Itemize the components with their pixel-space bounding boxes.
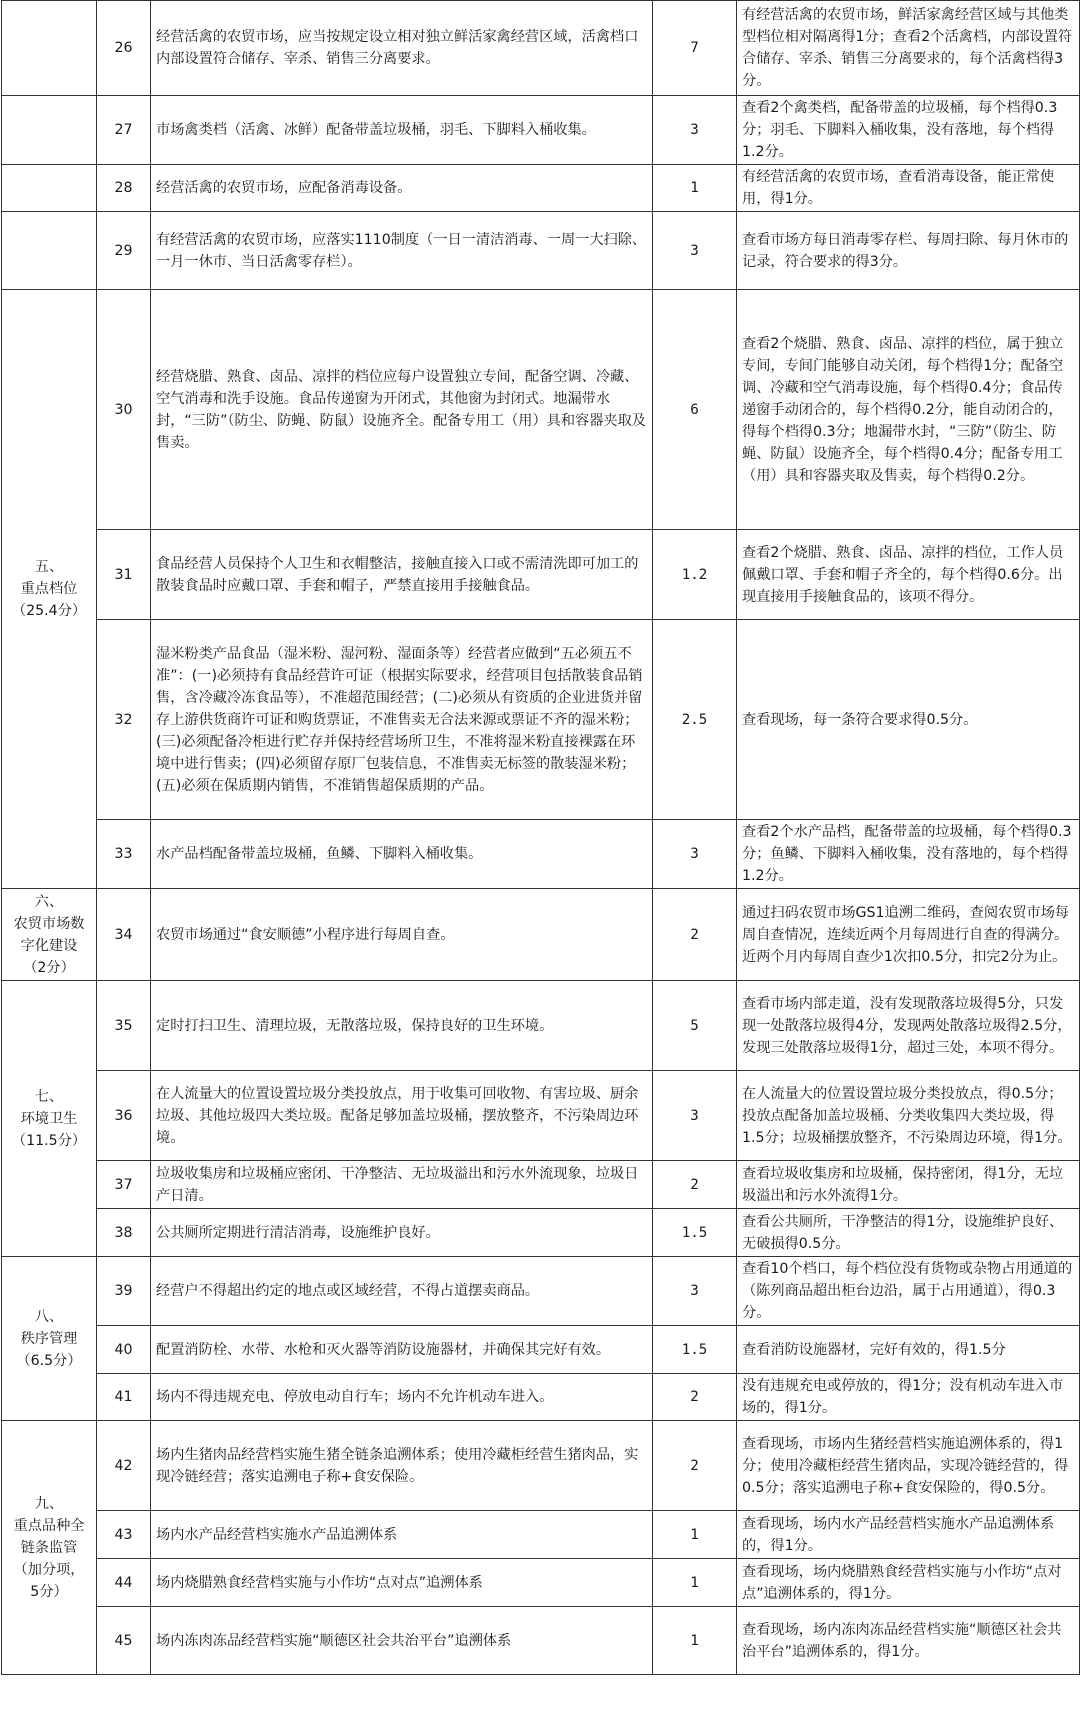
- item-number: 43: [97, 1511, 151, 1559]
- category-cell: [2, 981, 97, 1257]
- requirement: 场内烧腊熟食经营档实施与小作坊“点对点”追溯体系: [151, 1559, 653, 1607]
- category-label: 五、: [34, 559, 64, 575]
- category-label: 秩序管理: [20, 1330, 78, 1347]
- evaluation: 查看现场，市场内生猪经营档实施追溯体系的，得1分；使用冷藏柜经营生猪肉品，实现冷链经营的，得0.5分；落实追溯电子称+食安保险的，得0.5分。: [737, 1421, 1080, 1511]
- item-number: 35: [97, 981, 151, 1071]
- item-number: 42: [97, 1421, 151, 1511]
- table-row: [2, 1511, 1080, 1559]
- table-row: [2, 530, 1080, 620]
- requirement: 湿米粉类产品食品（湿米粉、湿河粉、湿面条等）经营者应做到“五必须五不准”：(一)必须持有食品经营许可证（根据实际要求，经营项目包括散装食品销售，含冷藏冷冻食品等），不准超范围经营；(二)必须从有资质的企业进货并留存上游供货商许可证和购货票证，不准售卖无合法来源或票证不齐的湿米粉；(三)必须配备冷柜进行贮存并保持经营场所卫生，不准将湿米粉直接裸露在环境中进行售卖；(四)必须留存原厂包装信息，不准售卖无标签的散装湿米粉；(五)必须在保质期内销售，不准销售超保质期的产品。: [151, 620, 653, 820]
- evaluation: 查看现场，场内烧腊熟食经营档实施与小作坊“点对点”追溯体系的，得1分。: [737, 1559, 1080, 1607]
- item-number: 45: [97, 1607, 151, 1675]
- requirement: 场内生猪肉品经营档实施生猪全链条追溯体系；使用冷藏柜经营生猪肉品，实现冷链经营；落实追溯电子称+食安保险。: [151, 1421, 653, 1511]
- evaluation: 查看2个烧腊、熟食、卤品、凉拌的档位，属于独立专间，专间门能够自动关闭，每个档得1分；配备空调、冷藏和空气消毒设施，每个档得0.4分；食品传递窗手动闭合的，每个档得0.2分，能自动闭合的，得每个档得0.3分；地漏带水封，“三防”（防尘、防蝇、防鼠）设施齐全，每个档得0.4分；配备专用工（用）具和容器夹取及售卖，每个档得0.2分。: [737, 290, 1080, 530]
- table-row: [2, 1421, 1080, 1511]
- score: 3: [653, 212, 737, 290]
- requirement: 水产品档配备带盖垃圾桶，鱼鳞、下脚料入桶收集。: [151, 820, 653, 889]
- item-number: 36: [97, 1071, 151, 1161]
- evaluation: 在人流量大的位置设置垃圾分类投放点，得0.5分；投放点配备加盖垃圾桶、分类收集四大类垃圾，得1.5分；垃圾桶摆放整齐，不污染周边环境，得1分。: [737, 1071, 1080, 1161]
- item-number: 27: [97, 96, 151, 165]
- score: 1: [653, 1607, 737, 1675]
- table-row: [2, 290, 1080, 530]
- score: 2: [653, 889, 737, 981]
- score: 3: [653, 1257, 737, 1326]
- table-row: [2, 620, 1080, 820]
- evaluation: 查看垃圾收集房和垃圾桶，保持密闭，得1分，无垃圾溢出和污水外流得1分。: [737, 1161, 1080, 1209]
- category-label: 5分）: [30, 1583, 68, 1600]
- evaluation: 查看市场内部走道，没有发现散落垃圾得5分，只发现一处散落垃圾得4分，发现两处散落垃圾得2.5分，发现三处散落垃圾得1分，超过三处，本项不得分。: [737, 981, 1080, 1071]
- item-number: 28: [97, 165, 151, 212]
- category-label: （11.5分）: [11, 1132, 87, 1149]
- evaluation: 有经营活禽的农贸市场，查看消毒设备，能正常使用，得1分。: [737, 165, 1080, 212]
- category-label: 环境卫生: [20, 1110, 78, 1127]
- score: 5: [653, 981, 737, 1071]
- score: 1.5: [653, 1209, 737, 1257]
- requirement: 经营户不得超出约定的地点或区域经营，不得占道摆卖商品。: [151, 1257, 653, 1326]
- score: 1: [653, 1511, 737, 1559]
- category-label: （25.4分）: [11, 603, 87, 619]
- evaluation: 通过扫码农贸市场GS1追溯二维码，查阅农贸市场每周自查情况，连续近两个月每周进行自查的得满分。近两个月内每周自查少1次扣0.5分，扣完2分为止。: [737, 889, 1080, 981]
- table-row: [2, 889, 1080, 981]
- score: 2: [653, 1161, 737, 1209]
- category-cell: [2, 1257, 97, 1421]
- category-cell: [2, 96, 97, 165]
- category-cell: [2, 1421, 97, 1675]
- table-row: [2, 1559, 1080, 1607]
- requirement: 公共厕所定期进行清洁消毒，设施维护良好。: [151, 1209, 653, 1257]
- category-label: 字化建设: [20, 937, 78, 954]
- evaluation: 查看公共厕所，干净整洁的得1分，设施维护良好、无破损得0.5分。: [737, 1209, 1080, 1257]
- table-row: [2, 1209, 1080, 1257]
- category-label: （2分）: [23, 959, 75, 976]
- table-row: [2, 1161, 1080, 1209]
- category-label: （6.5分）: [16, 1352, 82, 1369]
- table-row: [2, 1374, 1080, 1421]
- score: 3: [653, 820, 737, 889]
- requirement: 经营活禽的农贸市场，应配备消毒设备。: [151, 165, 653, 212]
- category-label: 重点品种全: [13, 1517, 85, 1534]
- category-label: 七、: [34, 1088, 64, 1105]
- table-row: [2, 96, 1080, 165]
- table-row: [2, 820, 1080, 889]
- requirement: 场内冻肉冻品经营档实施“顺德区社会共治平台”追溯体系: [151, 1607, 653, 1675]
- score: 2: [653, 1374, 737, 1421]
- item-number: 40: [97, 1326, 151, 1374]
- item-number: 41: [97, 1374, 151, 1421]
- requirement: 食品经营人员保持个人卫生和衣帽整洁，接触直接入口或不需清洗即可加工的散装食品时应戴口罩、手套和帽子，严禁直接用手接触食品。: [151, 530, 653, 620]
- category-cell: [2, 212, 97, 290]
- requirement: 配置消防栓、水带、水枪和灭火器等消防设施器材，并确保其完好有效。: [151, 1326, 653, 1374]
- table-row: [2, 1326, 1080, 1374]
- item-number: 29: [97, 212, 151, 290]
- table-row: [2, 981, 1080, 1071]
- table-row: [2, 1607, 1080, 1675]
- requirement: 定时打扫卫生、清理垃圾，无散落垃圾，保持良好的卫生环境。: [151, 981, 653, 1071]
- category-cell: [2, 889, 97, 981]
- table-row: [2, 165, 1080, 212]
- category-label: 链条监管: [20, 1539, 78, 1556]
- requirement: 市场禽类档（活禽、冰鲜）配备带盖垃圾桶，羽毛、下脚料入桶收集。: [151, 96, 653, 165]
- category-label: 八、: [34, 1308, 64, 1325]
- score: 7: [653, 1, 737, 96]
- category-label: 九、: [34, 1495, 64, 1512]
- evaluation: 查看2个禽类档，配备带盖的垃圾桶，每个档得0.3分；羽毛、下脚料入桶收集，没有落地，每个档得1.2分。: [737, 96, 1080, 165]
- table-row: [2, 1071, 1080, 1161]
- category-label: （加分项，: [13, 1561, 85, 1578]
- item-number: 26: [97, 1, 151, 96]
- table-row: [2, 212, 1080, 290]
- item-number: 34: [97, 889, 151, 981]
- score: 1.2: [653, 530, 737, 620]
- evaluation: 有经营活禽的农贸市场，鲜活家禽经营区域与其他类型档位相对隔离得1分；查看2个活禽档，内部设置符合储存、宰杀、销售三分离要求的，每个活禽档得3分。: [737, 1, 1080, 96]
- score: 2: [653, 1421, 737, 1511]
- evaluation: 没有违规充电或停放的，得1分；没有机动车进入市场的，得1分。: [737, 1374, 1080, 1421]
- table-row: [2, 1, 1080, 96]
- requirement: 有经营活禽的农贸市场，应落实1110制度（一日一清洁消毒、一周一大扫除、一月一休市、当日活禽零存栏）。: [151, 212, 653, 290]
- requirement: 经营活禽的农贸市场，应当按规定设立相对独立鲜活家禽经营区域，活禽档口内部设置符合储存、宰杀、销售三分离要求。: [151, 1, 653, 96]
- category-cell: [2, 165, 97, 212]
- evaluation: 查看现场，场内水产品经营档实施水产品追溯体系的，得1分。: [737, 1511, 1080, 1559]
- category-cell: [2, 290, 97, 889]
- requirement: 经营烧腊、熟食、卤品、凉拌的档位应每户设置独立专间，配备空调、冷藏、空气消毒和洗手设施。食品传递窗为开闭式，其他窗为封闭式。地漏带水封，“三防”（防尘、防蝇、防鼠）设施齐全。配备专用工（用）具和容器夹取及售卖。: [151, 290, 653, 530]
- item-number: 30: [97, 290, 151, 530]
- item-number: 38: [97, 1209, 151, 1257]
- item-number: 33: [97, 820, 151, 889]
- score: 1: [653, 165, 737, 212]
- category-cell: [2, 1, 97, 96]
- requirement: 场内不得违规充电、停放电动自行车；场内不允许机动车进入。: [151, 1374, 653, 1421]
- score: 2.5: [653, 620, 737, 820]
- evaluation: 查看消防设施器材，完好有效的，得1.5分: [737, 1326, 1080, 1374]
- evaluation: 查看10个档口，每个档位没有货物或杂物占用通道的（陈列商品超出柜台边沿，属于占用通道），得0.3分。: [737, 1257, 1080, 1326]
- scoring-table: [1, 0, 1080, 1675]
- item-number: 31: [97, 530, 151, 620]
- score: 6: [653, 290, 737, 530]
- score: 1: [653, 1559, 737, 1607]
- category-label: 六、: [34, 893, 64, 910]
- evaluation: 查看2个烧腊、熟食、卤品、凉拌的档位，工作人员佩戴口罩、手套和帽子齐全的，每个档得0.6分。出现直接用手接触食品的，该项不得分。: [737, 530, 1080, 620]
- evaluation: 查看现场，每一条符合要求得0.5分。: [737, 620, 1080, 820]
- table-row: [2, 1257, 1080, 1326]
- evaluation: 查看市场方每日消毒零存栏、每周扫除、每月休市的记录，符合要求的得3分。: [737, 212, 1080, 290]
- requirement: 场内水产品经营档实施水产品追溯体系: [151, 1511, 653, 1559]
- item-number: 44: [97, 1559, 151, 1607]
- score: 3: [653, 1071, 737, 1161]
- requirement: 农贸市场通过“食安顺德”小程序进行每周自查。: [151, 889, 653, 981]
- item-number: 39: [97, 1257, 151, 1326]
- category-label: 农贸市场数: [13, 915, 85, 932]
- evaluation: 查看2个水产品档，配备带盖的垃圾桶，每个档得0.3分；鱼鳞、下脚料入桶收集，没有落地的，每个档得1.2分。: [737, 820, 1080, 889]
- requirement: 在人流量大的位置设置垃圾分类投放点，用于收集可回收物、有害垃圾、厨余垃圾、其他垃圾四大类垃圾。配备足够加盖垃圾桶，摆放整齐，不污染周边环境。: [151, 1071, 653, 1161]
- item-number: 37: [97, 1161, 151, 1209]
- score: 3: [653, 96, 737, 165]
- category-label: 重点档位: [20, 581, 78, 597]
- score: 1.5: [653, 1326, 737, 1374]
- item-number: 32: [97, 620, 151, 820]
- requirement: 垃圾收集房和垃圾桶应密闭、干净整洁、无垃圾溢出和污水外流现象，垃圾日产日清。: [151, 1161, 653, 1209]
- evaluation: 查看现场，场内冻肉冻品经营档实施“顺德区社会共治平台”追溯体系的，得1分。: [737, 1607, 1080, 1675]
